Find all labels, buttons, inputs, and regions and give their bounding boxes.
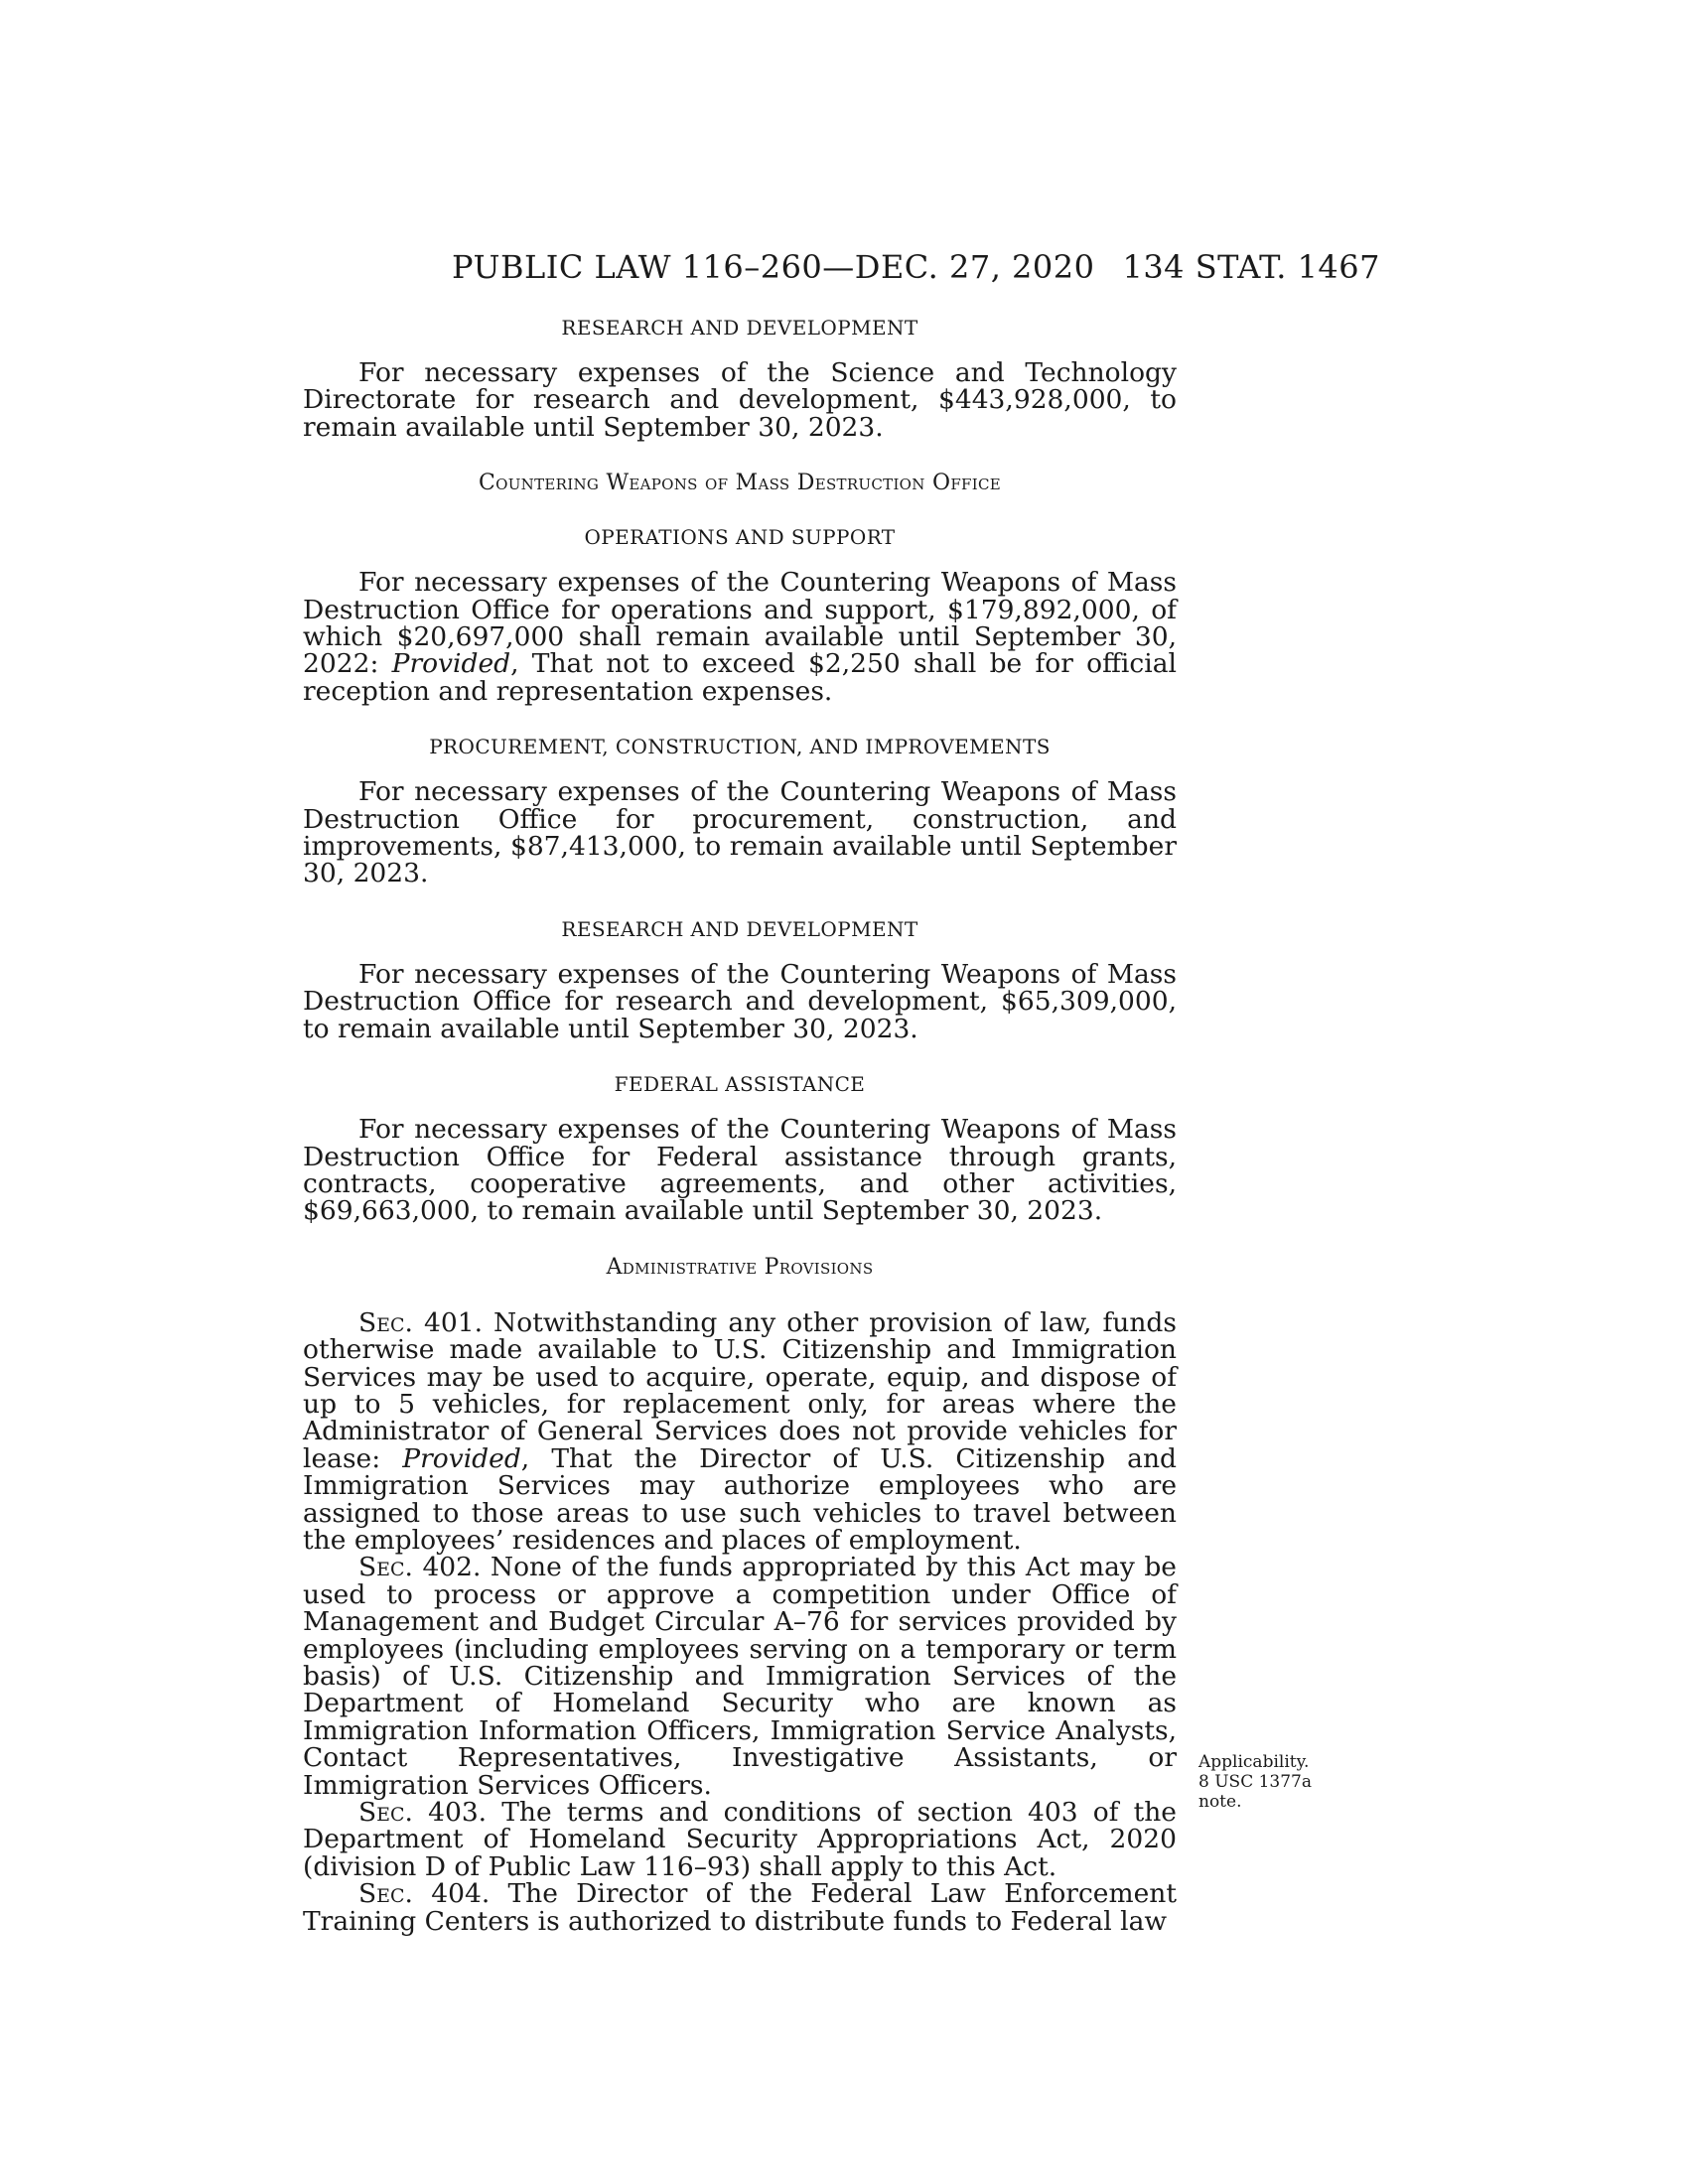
margin-note-line: note. xyxy=(1198,1792,1242,1812)
running-header-stat-page: 134 STAT. 1467 xyxy=(1122,248,1380,286)
provision-text: , That the Director of U.S. Citizenship and Immigration Services may authorize employees who are assigned to those areas to use such vehicles to travel between the employees’ residences and places of employment. xyxy=(303,1442,1178,1556)
heading-administrative-provisions: Administrative Provisions xyxy=(606,1254,874,1280)
paragraph-cwmd-research: For necessary expenses of the Countering Weapons of Mass Destruction Office for research and development, $65,309,000, to remain available until September 30, 2023. xyxy=(303,958,1177,1044)
provision-text: The Director of the Federal Law Enforcement Training Centers is authorized to distribute funds to Federal law xyxy=(303,1878,1177,1937)
heading-research-development-st: RESEARCH AND DEVELOPMENT xyxy=(561,316,918,340)
provision-sec-404 xyxy=(303,1880,1177,1935)
heading-cwmd-office: Countering Weapons of Mass Destruction Office xyxy=(478,471,1002,496)
paragraph-text: For necessary expenses of the Countering Weapons of Mass Destruction Office for operations and support, $179,892,000, of which $20,697,000 shall remain available until September 30, 2022: xyxy=(303,567,1177,680)
margin-note-line: Applicability. xyxy=(1198,1752,1310,1772)
proviso-italic: Provided xyxy=(391,648,511,680)
provision-sec-403 xyxy=(303,1799,1177,1880)
section-label: Sec. 404. xyxy=(358,1878,491,1910)
running-header-title: PUBLIC LAW 116–260—DEC. 27, 2020 xyxy=(452,248,1095,286)
provision-sec-401 xyxy=(303,1306,1178,1556)
proviso-italic: Provided xyxy=(402,1442,521,1474)
provision-text: Notwithstanding any other provision of law, funds otherwise made available to U.S. Citizenship and Immigration Services may be used to acquire, operate, equip, and dispose of up to 5 vehicles, for replacement only, for areas where the Administrator of General Services does not provide vehicles for lease: xyxy=(303,1306,1177,1474)
provision-text: The terms and conditions of section 403 of the Department of Homeland Security Appropriations Act, 2020 (division D of Public Law 116–93) shall apply to this Act. xyxy=(303,1797,1177,1882)
section-label: Sec. 402. xyxy=(358,1552,482,1583)
paragraph-cwmd-operations xyxy=(303,569,1177,705)
heading-operations-support: OPERATIONS AND SUPPORT xyxy=(584,525,896,550)
heading-federal-assistance: FEDERAL ASSISTANCE xyxy=(614,1072,866,1097)
provision-sec-402 xyxy=(303,1554,1177,1799)
section-label: Sec. 403. xyxy=(358,1797,488,1829)
section-label: Sec. 401. xyxy=(358,1306,484,1338)
margin-note-applicability xyxy=(1198,1752,1312,1812)
paragraph-text: , That not to exceed $2,250 shall be for official reception and representation expenses. xyxy=(303,648,1177,707)
paragraph-cwmd-federal-assistance: For necessary expenses of the Countering Weapons of Mass Destruction Office for Federal assistance through grants, contracts, cooperative agreements, and other activities, $69,663,000, to remain available until September 30, 2023. xyxy=(303,1114,1177,1227)
document-body xyxy=(303,316,1177,1935)
paragraph-st-research: For necessary expenses of the Science and Technology Directorate for research and development, $443,928,000, to remain available until September 30, 2023. xyxy=(303,357,1177,443)
heading-procurement: PROCUREMENT, CONSTRUCTION, AND IMPROVEMENTS xyxy=(429,735,1051,759)
margin-note-line: 8 USC 1377a xyxy=(1198,1772,1313,1792)
provision-text: None of the funds appropriated by this Act may be used to process or approve a competition under Office of Management and Budget Circular A–76 for services provided by employees (including employees serving on a temporary or term basis) of U.S. Citizenship and Immigration Services of the Department of Homeland Security who are known as Immigration Information Officers, Immigration Service Analysts, Contact Representatives, Investigative Assistants, or Immigration Services Officers. xyxy=(303,1552,1177,1801)
heading-research-development-cwmd: RESEARCH AND DEVELOPMENT xyxy=(561,916,918,941)
paragraph-cwmd-procurement: For necessary expenses of the Countering Weapons of Mass Destruction Office for procurement, construction, and improvements, $87,413,000, to remain available until September 30, 2023. xyxy=(303,776,1177,889)
